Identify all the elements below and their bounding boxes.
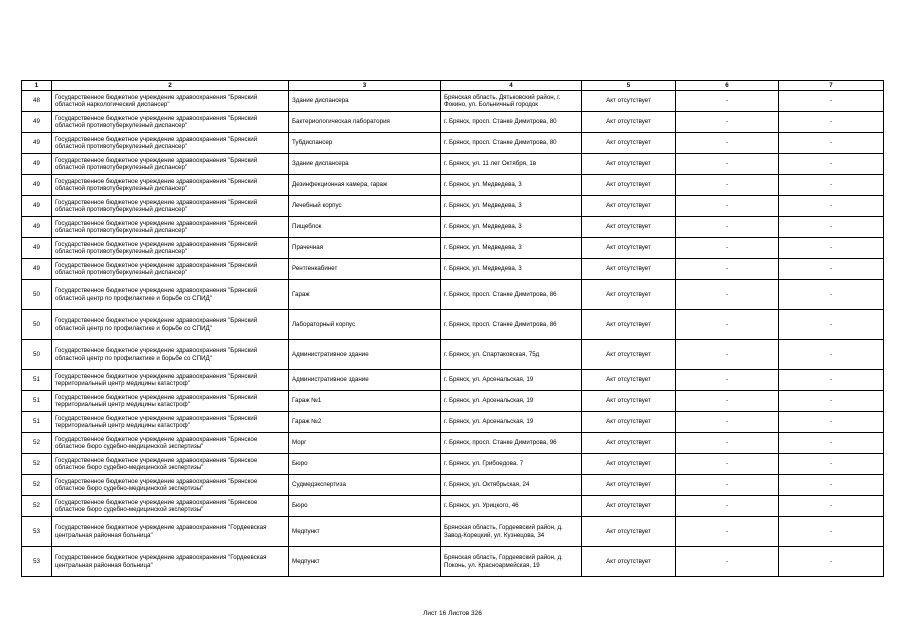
row-number: 53	[22, 547, 52, 577]
act-cell: Акт отсутствует	[582, 112, 676, 133]
object-cell: Гараж №2	[289, 412, 441, 433]
col7-cell: -	[779, 475, 884, 496]
address-cell: г. Брянск, ул. 11 лет Октября, 1в	[441, 154, 582, 175]
col7-cell: -	[779, 91, 884, 112]
table-row	[22, 280, 884, 310]
organization-cell: Государственное бюджетное учреждение здравоохранения "Брянский областной наркологический диспансер"	[52, 91, 289, 112]
organization-cell: Государственное бюджетное учреждение здравоохранения "Брянский областной центр по профилактике и борьбе со СПИД"	[52, 340, 289, 370]
col6-cell: -	[676, 238, 779, 259]
col6-cell: -	[676, 154, 779, 175]
organization-cell: Государственное бюджетное учреждение здравоохранения "Брянский областной противотуберкулезный диспансер"	[52, 154, 289, 175]
header-cell-6: 6	[676, 81, 779, 91]
object-cell: Медпункт	[289, 517, 441, 547]
organization-cell: Государственное бюджетное учреждение здравоохранения "Брянский территориальный центр медицины катастроф"	[52, 391, 289, 412]
col7-cell: -	[779, 412, 884, 433]
address-cell: г. Брянск, просп. Станке Димитрова, 80	[441, 112, 582, 133]
row-number: 51	[22, 370, 52, 391]
table-row	[22, 154, 884, 175]
table-row	[22, 112, 884, 133]
page-footer: Лист 16 Листов 326	[423, 610, 482, 617]
object-cell: Морг	[289, 433, 441, 454]
header-cell-5: 5	[582, 81, 676, 91]
table-row	[22, 454, 884, 475]
address-cell: г. Брянск, ул. Спартаковская, 75д	[441, 340, 582, 370]
table-row	[22, 259, 884, 280]
organization-cell: Государственное бюджетное учреждение здравоохранения "Брянский областной противотуберкулезный диспансер"	[52, 133, 289, 154]
organization-cell: Государственное бюджетное учреждение здравоохранения "Брянский территориальный центр медицины катастроф"	[52, 370, 289, 391]
col6-cell: -	[676, 496, 779, 517]
table-row	[22, 412, 884, 433]
organization-cell: Государственное бюджетное учреждение здравоохранения "Брянское областное бюро судебно-медицинской экспертизы"	[52, 454, 289, 475]
col7-cell: -	[779, 112, 884, 133]
organization-cell: Государственное бюджетное учреждение здравоохранения "Брянский областной противотуберкулезный диспансер"	[52, 196, 289, 217]
col7-cell: -	[779, 310, 884, 340]
organization-cell: Государственное бюджетное учреждение здравоохранения "Брянское областное бюро судебно-медицинской экспертизы"	[52, 433, 289, 454]
organization-cell: Государственное бюджетное учреждение здравоохранения "Брянский областной противотуберкулезный диспансер"	[52, 238, 289, 259]
row-number: 48	[22, 91, 52, 112]
row-number: 52	[22, 475, 52, 496]
table-row	[22, 370, 884, 391]
address-cell: г. Брянск, ул. Грибоедова, 7	[441, 454, 582, 475]
table-row	[22, 433, 884, 454]
row-number: 50	[22, 340, 52, 370]
object-cell: Лабораторный корпус	[289, 310, 441, 340]
address-cell: г. Брянск, просп. Станке Димитрова, 86	[441, 280, 582, 310]
organization-cell: Государственное бюджетное учреждение здравоохранения "Брянский областной центр по профилактике и борьбе со СПИД"	[52, 310, 289, 340]
col6-cell: -	[676, 259, 779, 280]
col6-cell: -	[676, 475, 779, 496]
table-row	[22, 391, 884, 412]
header-cell-3: 3	[289, 81, 441, 91]
act-cell: Акт отсутствует	[582, 412, 676, 433]
object-cell: Дезинфекционная камера, гараж	[289, 175, 441, 196]
table-row	[22, 133, 884, 154]
organization-cell: Государственное бюджетное учреждение здравоохранения "Брянский областной противотуберкулезный диспансер"	[52, 259, 289, 280]
col7-cell: -	[779, 196, 884, 217]
act-cell: Акт отсутствует	[582, 454, 676, 475]
act-cell: Акт отсутствует	[582, 280, 676, 310]
act-cell: Акт отсутствует	[582, 259, 676, 280]
object-cell: Пищеблок	[289, 217, 441, 238]
row-number: 49	[22, 238, 52, 259]
row-number: 52	[22, 454, 52, 475]
table-row	[22, 475, 884, 496]
col7-cell: -	[779, 370, 884, 391]
object-cell: Судмедэкспертиза	[289, 475, 441, 496]
act-cell: Акт отсутствует	[582, 475, 676, 496]
organization-cell: Государственное бюджетное учреждение здравоохранения "Брянское областное бюро судебно-медицинской экспертизы"	[52, 475, 289, 496]
table-row	[22, 175, 884, 196]
col7-cell: -	[779, 433, 884, 454]
col7-cell: -	[779, 547, 884, 577]
col7-cell: -	[779, 340, 884, 370]
object-cell: Административное здание	[289, 370, 441, 391]
organization-cell: Государственное бюджетное учреждение здравоохранения "Брянский областной противотуберкулезный диспансер"	[52, 217, 289, 238]
col6-cell: -	[676, 547, 779, 577]
row-number: 50	[22, 310, 52, 340]
organization-cell: Государственное бюджетное учреждение здравоохранения "Брянский территориальный центр медицины катастроф"	[52, 412, 289, 433]
act-cell: Акт отсутствует	[582, 175, 676, 196]
col6-cell: -	[676, 412, 779, 433]
act-cell: Акт отсутствует	[582, 91, 676, 112]
col7-cell: -	[779, 259, 884, 280]
row-number: 53	[22, 517, 52, 547]
col6-cell: -	[676, 340, 779, 370]
object-cell: Здание диспансера	[289, 91, 441, 112]
header-row	[22, 81, 884, 91]
col6-cell: -	[676, 112, 779, 133]
row-number: 49	[22, 154, 52, 175]
organization-cell: Государственное бюджетное учреждение здравоохранения "Брянский областной противотуберкулезный диспансер"	[52, 112, 289, 133]
col6-cell: -	[676, 91, 779, 112]
table-row	[22, 217, 884, 238]
table-body	[22, 91, 884, 577]
header-cell-2: 2	[52, 81, 289, 91]
act-cell: Акт отсутствует	[582, 370, 676, 391]
col6-cell: -	[676, 175, 779, 196]
address-cell: г. Брянск, ул. Арсенальская, 19	[441, 370, 582, 391]
row-number: 49	[22, 217, 52, 238]
row-number: 49	[22, 133, 52, 154]
row-number: 49	[22, 259, 52, 280]
act-cell: Акт отсутствует	[582, 340, 676, 370]
act-cell: Акт отсутствует	[582, 496, 676, 517]
col7-cell: -	[779, 238, 884, 259]
act-cell: Акт отсутствует	[582, 133, 676, 154]
col7-cell: -	[779, 175, 884, 196]
address-cell: г. Брянск, ул. Медведева, 3	[441, 175, 582, 196]
col6-cell: -	[676, 391, 779, 412]
act-cell: Акт отсутствует	[582, 391, 676, 412]
address-cell: г. Брянск, ул. Урицкого, 46	[441, 496, 582, 517]
col7-cell: -	[779, 217, 884, 238]
col7-cell: -	[779, 133, 884, 154]
row-number: 49	[22, 196, 52, 217]
organization-cell: Государственное бюджетное учреждение здравоохранения "Гордеевская центральная районная больница"	[52, 517, 289, 547]
address-cell: г. Брянск, ул. Октябрьская, 24	[441, 475, 582, 496]
col6-cell: -	[676, 217, 779, 238]
col6-cell: -	[676, 196, 779, 217]
col7-cell: -	[779, 280, 884, 310]
col6-cell: -	[676, 310, 779, 340]
act-cell: Акт отсутствует	[582, 433, 676, 454]
row-number: 52	[22, 496, 52, 517]
act-cell: Акт отсутствует	[582, 154, 676, 175]
object-cell: Рентгенкабинет	[289, 259, 441, 280]
object-cell: Административное здание	[289, 340, 441, 370]
col6-cell: -	[676, 370, 779, 391]
header-cell-7: 7	[779, 81, 884, 91]
address-cell: г. Брянск, ул. Медведева, 3	[441, 196, 582, 217]
act-cell: Акт отсутствует	[582, 547, 676, 577]
object-cell: Медпункт	[289, 547, 441, 577]
col6-cell: -	[676, 454, 779, 475]
col6-cell: -	[676, 280, 779, 310]
object-cell: Бюро	[289, 496, 441, 517]
address-cell: г. Брянск, ул. Арсенальская, 19	[441, 412, 582, 433]
address-cell: г. Брянск, просп. Станке Димитрова, 96	[441, 433, 582, 454]
table-row	[22, 238, 884, 259]
organization-cell: Государственное бюджетное учреждение здравоохранения "Брянский областной центр по профилактике и борьбе со СПИД"	[52, 280, 289, 310]
object-cell: Тубдиспансер	[289, 133, 441, 154]
col7-cell: -	[779, 517, 884, 547]
object-cell: Бактериологическая лаборатория	[289, 112, 441, 133]
row-number: 52	[22, 433, 52, 454]
table-row	[22, 310, 884, 340]
table-row	[22, 91, 884, 112]
organization-cell: Государственное бюджетное учреждение здравоохранения "Брянское областное бюро судебно-медицинской экспертизы"	[52, 496, 289, 517]
col7-cell: -	[779, 454, 884, 475]
header-cell-1: 1	[22, 81, 52, 91]
header-cell-4: 4	[441, 81, 582, 91]
object-cell: Гараж	[289, 280, 441, 310]
organization-cell: Государственное бюджетное учреждение здравоохранения "Гордеевская центральная районная больница"	[52, 547, 289, 577]
object-cell: Гараж №1	[289, 391, 441, 412]
address-cell: Брянская область, Дятьковский район, г. Фокино, ул. Больничный городок	[441, 91, 582, 112]
address-cell: Брянская область, Гордеевский район, д. Завод-Корецкий, ул. Кузнецова, 34	[441, 517, 582, 547]
table-row	[22, 340, 884, 370]
object-cell: Бюро	[289, 454, 441, 475]
act-cell: Акт отсутствует	[582, 310, 676, 340]
act-cell: Акт отсутствует	[582, 517, 676, 547]
col7-cell: -	[779, 154, 884, 175]
object-cell: Лечебный корпус	[289, 196, 441, 217]
act-cell: Акт отсутствует	[582, 217, 676, 238]
col6-cell: -	[676, 433, 779, 454]
organization-cell: Государственное бюджетное учреждение здравоохранения "Брянский областной противотуберкулезный диспансер"	[52, 175, 289, 196]
row-number: 51	[22, 391, 52, 412]
row-number: 49	[22, 175, 52, 196]
address-cell: г. Брянск, просп. Станке Димитрова, 80	[441, 133, 582, 154]
address-cell: Брянская область, Гордеевский район, д. Поконь, ул. Красноармейская, 19	[441, 547, 582, 577]
address-cell: г. Брянск, просп. Станке Димитрова, 86	[441, 310, 582, 340]
row-number: 50	[22, 280, 52, 310]
address-cell: г. Брянск, ул. Медведева, 3	[441, 217, 582, 238]
table-row	[22, 547, 884, 577]
object-cell: Прачечная	[289, 238, 441, 259]
row-number: 51	[22, 412, 52, 433]
table-row	[22, 196, 884, 217]
row-number: 49	[22, 112, 52, 133]
col6-cell: -	[676, 517, 779, 547]
address-cell: г. Брянск, ул. Медведева, 3	[441, 238, 582, 259]
act-cell: Акт отсутствует	[582, 238, 676, 259]
address-cell: г. Брянск, ул. Арсенальская, 19	[441, 391, 582, 412]
register-table	[21, 80, 884, 577]
table-row	[22, 496, 884, 517]
act-cell: Акт отсутствует	[582, 196, 676, 217]
table-row	[22, 517, 884, 547]
col6-cell: -	[676, 133, 779, 154]
address-cell: г. Брянск, ул. Медведева, 3	[441, 259, 582, 280]
col7-cell: -	[779, 391, 884, 412]
col7-cell: -	[779, 496, 884, 517]
object-cell: Здание диспансера	[289, 154, 441, 175]
